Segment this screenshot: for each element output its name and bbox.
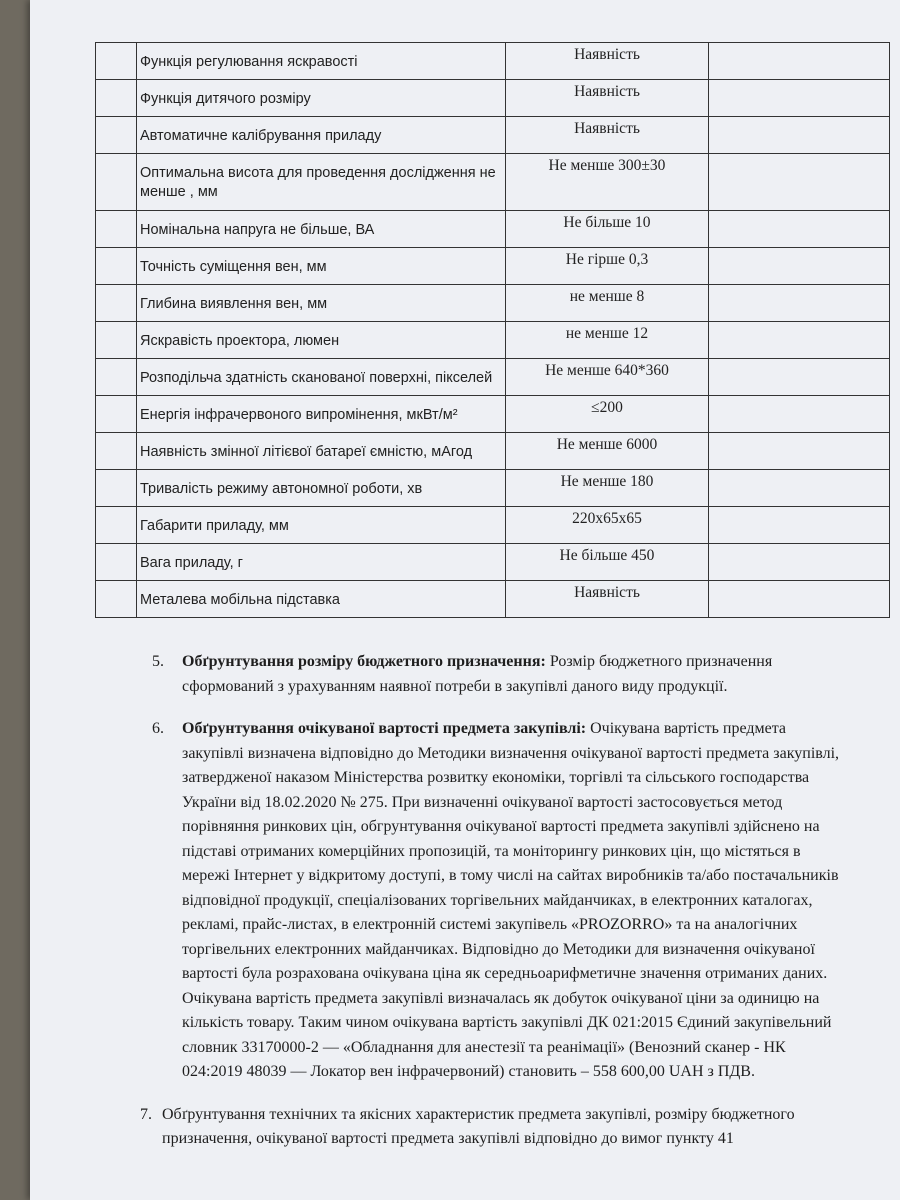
value-cell: Наявність [506, 80, 709, 117]
row-number-cell [96, 211, 137, 248]
value-cell: Наявність [506, 43, 709, 80]
parameter-cell [137, 211, 506, 248]
parameter-cell [137, 581, 506, 618]
section-heading: Обґрунтування розміру бюджетного призначення: [182, 653, 546, 670]
parameter-text: Тривалість режиму автономної роботи, хв [140, 481, 423, 497]
section-number: 6. [152, 720, 164, 737]
section-text: Розмір бюджетного призначення сформований з урахуванням наявної потреби в закупівлі даного виду продукції. [182, 653, 773, 695]
row-number-cell [96, 154, 137, 211]
row-number-cell [96, 359, 137, 396]
table-row [96, 396, 890, 433]
section-6 [130, 717, 850, 1085]
empty-cell [709, 507, 890, 544]
value-cell: не менше 8 [506, 285, 709, 322]
table-row [96, 507, 890, 544]
value-cell: ≤200 [506, 396, 709, 433]
parameter-text: Наявність змінної літієвої батареї ємністю, мАгод [140, 444, 473, 460]
empty-cell [709, 470, 890, 507]
parameter-text: Глибина виявлення вен, мм [140, 296, 328, 312]
empty-cell [709, 248, 890, 285]
parameter-text: Розподільча здатність сканованої поверхні, пікселей [140, 370, 493, 386]
parameter-cell [137, 396, 506, 433]
parameter-text: Енергія інфрачервоного випромінення, мкВт/м² [140, 407, 458, 423]
table-row [96, 581, 890, 618]
parameter-text: Функція дитячого розміру [140, 91, 311, 107]
parameter-cell [137, 248, 506, 285]
parameter-text: Вага приладу, г [140, 555, 243, 571]
document-sections [130, 650, 850, 1170]
parameter-cell [137, 507, 506, 544]
table-row [96, 544, 890, 581]
table-row [96, 433, 890, 470]
section-number: 5. [152, 653, 164, 670]
empty-cell [709, 154, 890, 211]
parameter-cell [137, 359, 506, 396]
section-5 [130, 650, 850, 699]
value-cell: Не менше 6000 [506, 433, 709, 470]
parameter-cell [137, 544, 506, 581]
table-row [96, 211, 890, 248]
section-7 [120, 1103, 850, 1152]
value-cell: Не менше 180 [506, 470, 709, 507]
row-number-cell [96, 507, 137, 544]
table-row [96, 43, 890, 80]
value-cell: Наявність [506, 581, 709, 618]
row-number-cell [96, 396, 137, 433]
table-row [96, 470, 890, 507]
table-row [96, 154, 890, 211]
empty-cell [709, 43, 890, 80]
value-cell: Не менше 300±30 [506, 154, 709, 211]
value-cell: Не більше 450 [506, 544, 709, 581]
section-heading: Обґрунтування очікуваної вартості предмета закупівлі: [182, 720, 587, 737]
table-row [96, 80, 890, 117]
row-number-cell [96, 433, 137, 470]
parameter-text: Яскравість проектора, люмен [140, 333, 340, 349]
row-number-cell [96, 581, 137, 618]
empty-cell [709, 117, 890, 154]
empty-cell [709, 80, 890, 117]
section-text: Очікувана вартість предмета закупівлі визначена відповідно до Методики визначення очікуваної вартості предмета закупівлі, затвердженої наказом Міністерства розвитку економіки, торгівлі та сільського господарства України від 18.02.2020 № 275. При визначенні очікуваної вартості застосовується метод порівняння ринкових цін, обгрунтування очікуваної вартості предмета закупівлі здійснено на підставі отриманих комерційних пропозицій, та моніторингу ринкових цін, що містяться в мережі Інтернет у відкритому доступі, в тому числі на сайтах виробників та/або постачальників відповідної продукції, спеціалізованих торгівельних майданчиках, в електронних каталогах, рекламі, прайс-листах, в електронній системі закупівель «PROZORRO» та на аналогічних торгівельних електронних майданчиках. Відповідно до Методики для визначення очікуваної вартості була розрахована очікувана ціна як середньоарифметичне значення отриманих даних. Очікувана вартість предмета закупівлі визначалась як добуток очікуваної ціни за одиницю на кількість товару. Таким чином очікувана вартість закупівлі ДК 021:2015 Єдиний закупівельний словник 33170000-2 — «Обладнання для анестезії та реанімації» (Венозний сканер - НК 024:2019 48039 — Локатор вен інфрачервоний) становить – 558 600,00 UAH з ПДВ. [182, 720, 840, 1080]
row-number-cell [96, 322, 137, 359]
parameter-text: Оптимальна висота для проведення дослідження не менше , мм [140, 165, 496, 200]
value-cell: не менше 12 [506, 322, 709, 359]
value-cell: 220х65х65 [506, 507, 709, 544]
value-cell: Не більше 10 [506, 211, 709, 248]
parameter-cell [137, 43, 506, 80]
parameter-text: Функція регулювання яскравості [140, 54, 358, 70]
section-text: Обґрунтування технічних та якісних характеристик предмета закупівлі, розміру бюджетного призначення, очікуваної вартості предмета закупівлі відповідно до вимог пункту 41 [162, 1105, 795, 1147]
section-number: 7. [140, 1105, 152, 1123]
value-cell: Не менше 640*360 [506, 359, 709, 396]
empty-cell [709, 359, 890, 396]
parameter-text: Точність суміщення вен, мм [140, 259, 327, 275]
value-cell: Наявність [506, 117, 709, 154]
row-number-cell [96, 285, 137, 322]
empty-cell [709, 544, 890, 581]
table-row [96, 322, 890, 359]
parameter-cell [137, 470, 506, 507]
row-number-cell [96, 80, 137, 117]
empty-cell [709, 285, 890, 322]
table-row [96, 248, 890, 285]
parameter-text: Габарити приладу, мм [140, 518, 289, 534]
table-row [96, 359, 890, 396]
value-cell: Не гірше 0,3 [506, 248, 709, 285]
parameter-cell [137, 80, 506, 117]
empty-cell [709, 322, 890, 359]
parameter-cell [137, 322, 506, 359]
spec-table [95, 42, 890, 618]
empty-cell [709, 211, 890, 248]
parameter-text: Автоматичне калібрування приладу [140, 128, 382, 144]
row-number-cell [96, 117, 137, 154]
table-row [96, 285, 890, 322]
empty-cell [709, 396, 890, 433]
row-number-cell [96, 248, 137, 285]
parameter-cell [137, 154, 506, 211]
row-number-cell [96, 544, 137, 581]
parameter-text: Номінальна напруга не більше, ВА [140, 222, 375, 238]
parameter-cell [137, 117, 506, 154]
empty-cell [709, 433, 890, 470]
empty-cell [709, 581, 890, 618]
row-number-cell [96, 43, 137, 80]
parameter-cell [137, 433, 506, 470]
parameter-cell [137, 285, 506, 322]
row-number-cell [96, 470, 137, 507]
parameter-text: Металева мобільна підставка [140, 592, 340, 608]
table-row [96, 117, 890, 154]
